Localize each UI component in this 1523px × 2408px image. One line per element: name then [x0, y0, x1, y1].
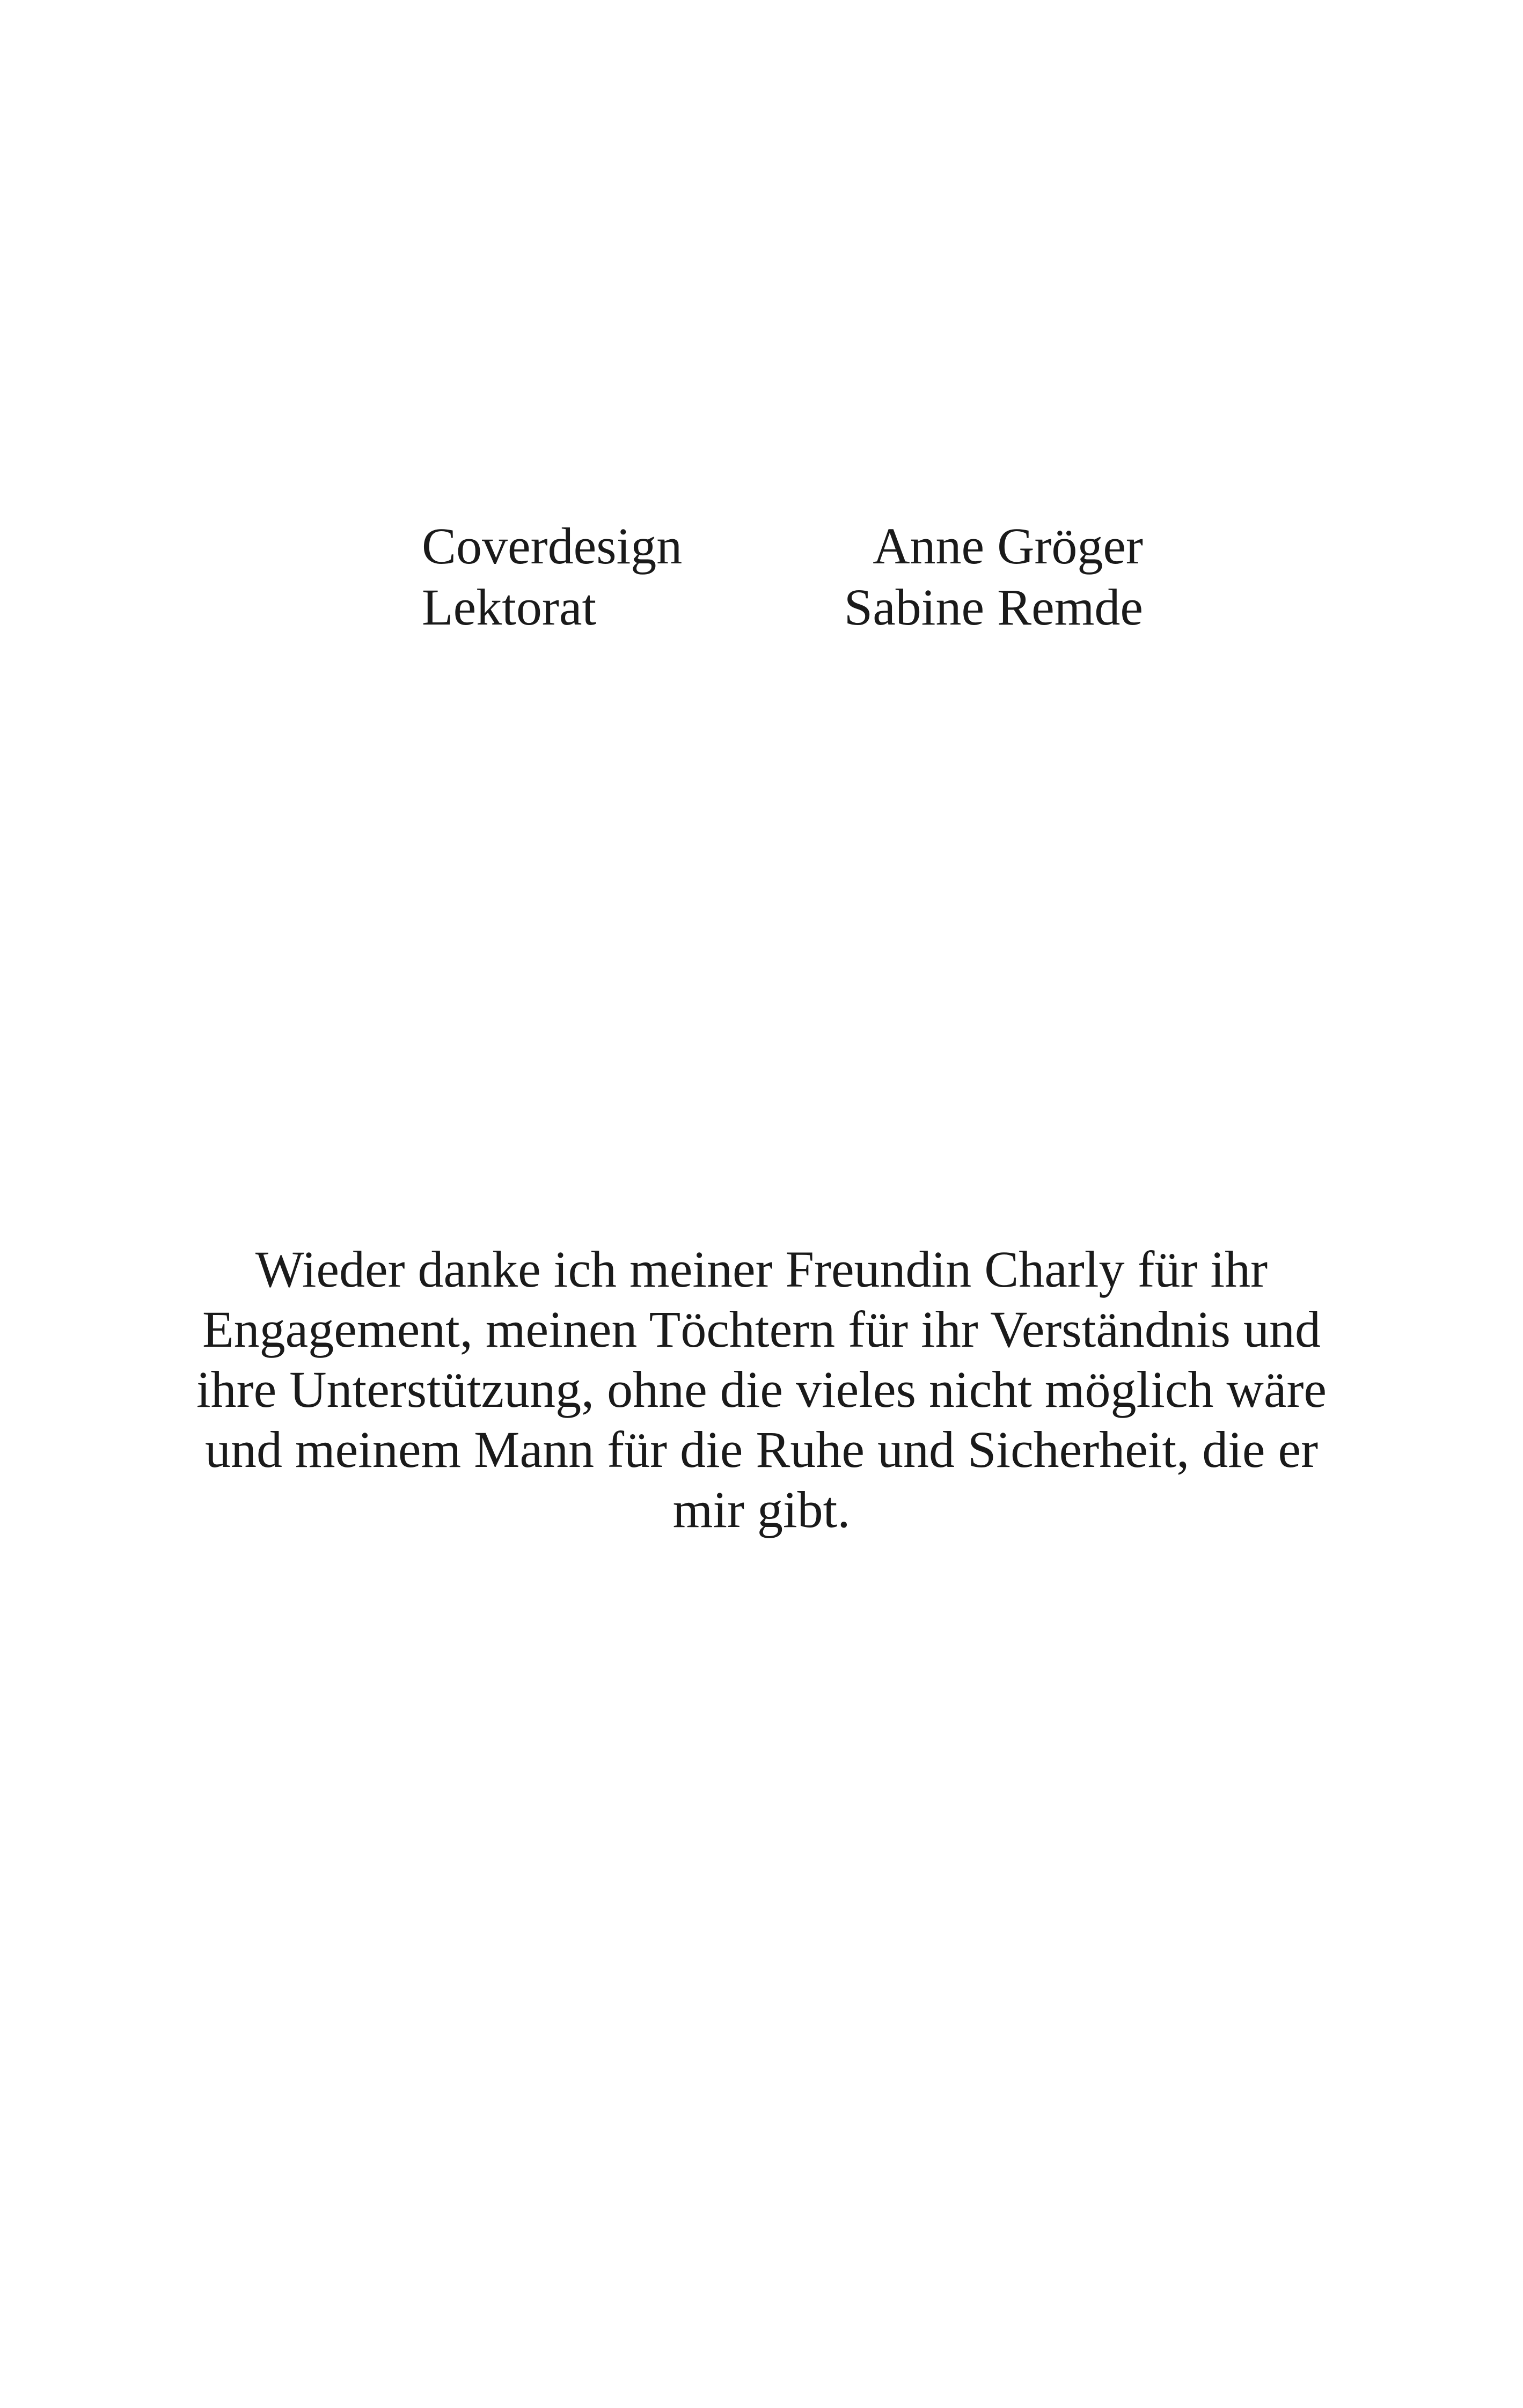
dedication-line: und meinem Mann für die Ruhe und Sicherheit, die er	[204, 1421, 1319, 1478]
credit-role: Coverdesign	[422, 517, 683, 575]
credits-block	[0, 0, 1523, 698]
dedication-line: mir gibt.	[672, 1481, 851, 1538]
dedication-line: Engagement, meinen Töchtern für ihr Verständnis und	[202, 1301, 1321, 1358]
dedication-paragraph	[0, 1239, 1523, 1540]
credit-row-coverdesign	[0, 514, 1523, 578]
credit-name: Anne Gröger	[873, 517, 1143, 575]
dedication-line: Wieder danke ich meiner Freundin Charly für ihr	[255, 1240, 1268, 1298]
credit-row-lektorat	[0, 575, 1523, 640]
credit-role: Lektorat	[422, 578, 597, 636]
dedication-line: ihre Unterstützung, ohne die vieles nicht möglich wäre	[196, 1361, 1327, 1418]
credit-name: Sabine Remde	[844, 578, 1143, 636]
